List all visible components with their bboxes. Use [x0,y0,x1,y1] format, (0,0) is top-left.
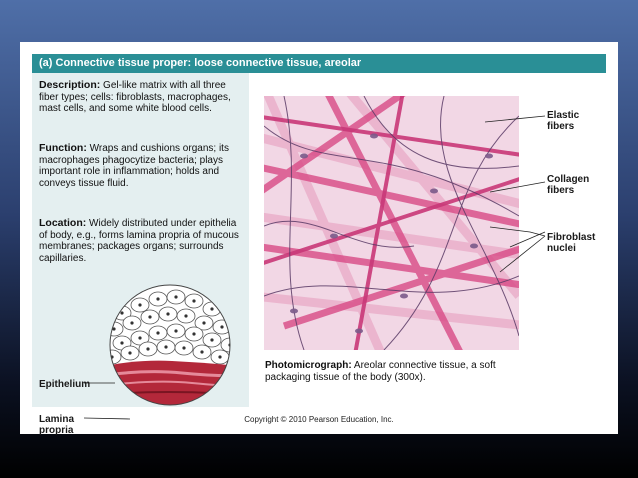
function-text: Wraps and cushions organs; its macrophages phagocytize bacteria; plays important role in inflammation; holds and conveys tissue fluid. [39,143,229,189]
collagen-fibers-label-line1: Collagen [547,174,590,185]
photomicrograph [264,96,519,350]
lamina-label-line2: propria [39,425,74,436]
elastic-fibers-label-line1: Elastic [547,110,580,121]
header-title: (a) Connective tissue proper: loose connective tissue, areolar [32,54,606,73]
location-text: Widely distributed under epithelia of body, e.g., forms lamina propria of mucous membranes; packages organs; surrounds capillaries. [39,218,239,264]
location-block [39,218,244,264]
fibroblast-nuclei-label-line2: nuclei [547,243,576,254]
elastic-fibers-label-line2: fibers [547,121,575,132]
text-panel [32,73,249,436]
epithelium-label: Epithelium [39,379,91,390]
caption-label: Photomicrograph: [265,360,352,371]
lamina-label-line1: Lamina [39,414,75,425]
caption-text: Areolar connective tissue, a soft packaging tissue of the body (300x). [265,360,496,383]
description-label: Description: [39,79,101,91]
photo-caption [265,360,540,384]
description-text: Gel-like matrix with all three fiber types; cells: fibroblasts, macrophages, mast cells, and some white blood cells. [39,80,231,114]
function-block [39,143,244,189]
copyright-text: Copyright © 2010 Pearson Education, Inc. [244,415,394,424]
tissue-diagram [92,283,248,407]
function-label: Function: [39,142,87,154]
location-label: Location: [39,217,87,229]
fibroblast-nuclei-label-line1: Fibroblast [547,232,596,243]
collagen-fibers-label-line2: fibers [547,185,575,196]
description-block [39,80,244,115]
slide [20,42,618,434]
